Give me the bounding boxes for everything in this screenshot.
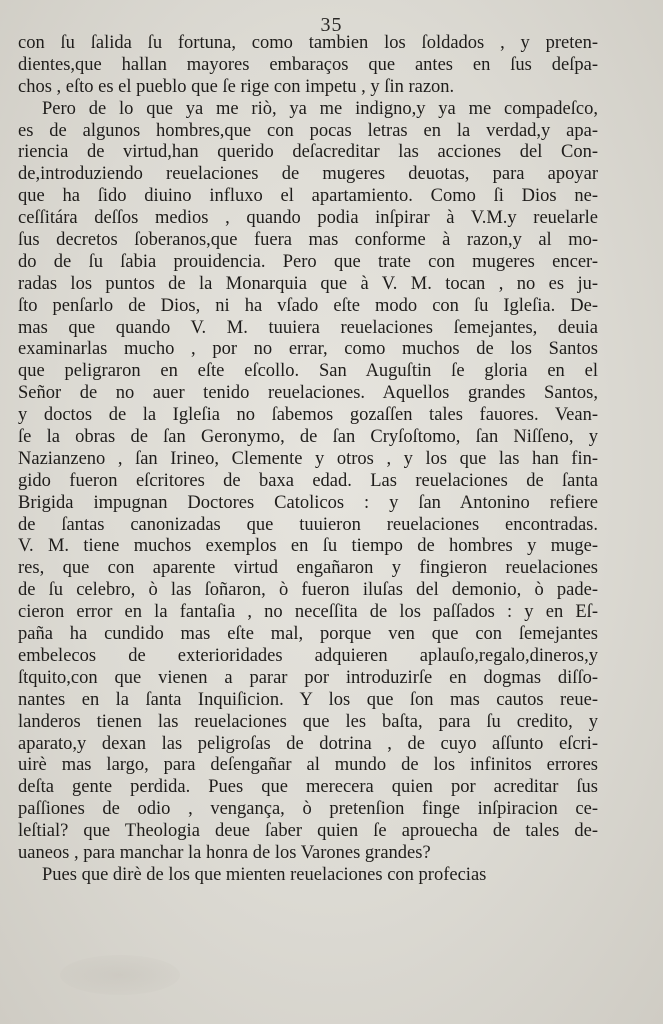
text-line: Pues que dirè de los que mienten reuelaciones con profecias <box>42 864 487 885</box>
text-line: ceſſitára deſſos medios , quando podia inſpirar à V.M.y reuelarle <box>18 208 598 229</box>
page-number: 35 <box>320 14 343 36</box>
text-line: y doctos de la Igleſia no ſabemos gozaſſen tales fauores. Vean- <box>18 405 598 426</box>
text-line: de ſu celebro, ò las ſoñaron, ò fueron iluſas del demonio, ò pade- <box>18 580 598 601</box>
text-line: examinarlas mucho , por no errar, como muchos de los Santos <box>18 339 598 360</box>
text-line: cieron error en la fantaſia , no neceſſita de los paſſados : y en Eſ- <box>18 602 598 623</box>
text-line: res, que con aparente virtud engañaron y fingieron reuelaciones <box>18 558 598 579</box>
text-line: paſſiones de odio , vengança, ò pretenſion finge inſpiracion ce- <box>18 799 598 820</box>
text-line: ſus decretos ſoberanos,que fuera mas conforme à razon,y al mo- <box>18 230 598 251</box>
paragraph <box>18 33 598 99</box>
text-line: que peligraron en eſte eſcollo. San Auguſtin ſe gloria en el <box>18 361 598 382</box>
text-line: con ſu ſalida ſu fortuna, como tambien los ſoldados , y preten- <box>18 33 598 53</box>
body-text <box>18 33 598 887</box>
text-line: que ha ſido diuino influxo el apartamiento. Como ſi Dios ne- <box>18 186 598 207</box>
text-line: dientes,que hallan mayores embaraços que antes en ſus deſpa- <box>18 54 598 75</box>
paragraph <box>18 99 598 865</box>
text-line: chos , eſto es el pueblo que ſe rige con impetu , y ſin razon. <box>18 76 455 97</box>
text-line: Brigida impugnan Doctores Catolicos : y ſan Antonino refiere <box>18 492 598 513</box>
text-line: V. M. tiene muchos exemplos en ſu tiempo de hombres y muge- <box>18 536 598 557</box>
text-line: paña ha cundido mas eſte mal, porque ven que con ſemejantes <box>18 624 598 645</box>
text-line: uirè mas largo, para deſengañar al mundo de los infinitos errores <box>18 755 598 776</box>
text-line: landeros tienen las reuelaciones que les baſta, para ſu credito, y <box>18 711 598 732</box>
text-line: Pero de lo que ya me riò, ya me indigno,y ya me compadeſco, <box>42 98 598 119</box>
text-line: Señor de no auer tenido reuelaciones. Aquellos grandes Santos, <box>18 383 598 404</box>
paragraph <box>18 865 598 887</box>
text-line: ſe la obras de ſan Geronymo, de ſan Cryſoſtomo, ſan Niſſeno, y <box>18 427 598 448</box>
text-line: leſtial? que Theologia deue ſaber quien ſe aprouecha de tales de- <box>18 821 598 842</box>
text-line: de ſantas canonizadas que tuuieron reuelaciones encontradas. <box>18 514 598 535</box>
text-line: embelecos de exterioridades adquieren aplauſo,regalo,dineros,y <box>18 645 598 666</box>
text-line: gido fueron eſcritores de baxa edad. Las reuelaciones de ſanta <box>18 470 598 491</box>
text-line: ſto penſarlo de Dios, ni ha vſado eſte modo con ſu Igleſia. De- <box>18 295 598 316</box>
text-line: do de ſu ſabia prouidencia. Pero que trate con mugeres encer- <box>18 251 598 272</box>
text-line: nantes en la ſanta Inquiſicion. Y los que ſon mas cautos reue- <box>18 689 598 710</box>
paper-stain <box>60 955 180 995</box>
text-line: radas los puntos de la Monarquia que à V. M. tocan , no es ju- <box>18 273 598 294</box>
text-line: ſtquito,con que vienen a parar por introduzirſe en dogmas diſſo- <box>18 667 598 688</box>
text-line: de,introduziendo reuelaciones de mugeres deuotas, para apoyar <box>18 164 598 185</box>
text-line: es de algunos hombres,que con pocas letras en la verdad,y apa- <box>18 120 598 141</box>
text-line: uaneos , para manchar la honra de los Varones grandes? <box>18 842 431 863</box>
text-line: mas que quando V. M. tuuiera reuelaciones ſemejantes, deuia <box>18 317 598 338</box>
text-line: aparato,y dexan las peligroſas de dotrina , de cuyo aſſunto eſcri- <box>18 733 598 754</box>
text-line: deſta gente perdida. Pues que merecera quien por acreditar ſus <box>18 777 598 798</box>
text-line: Nazianzeno , ſan Irineo, Clemente y otros , y los que las han fin- <box>18 448 598 469</box>
text-line: riencia de virtud,han querido deſacreditar las acciones del Con- <box>18 142 598 163</box>
